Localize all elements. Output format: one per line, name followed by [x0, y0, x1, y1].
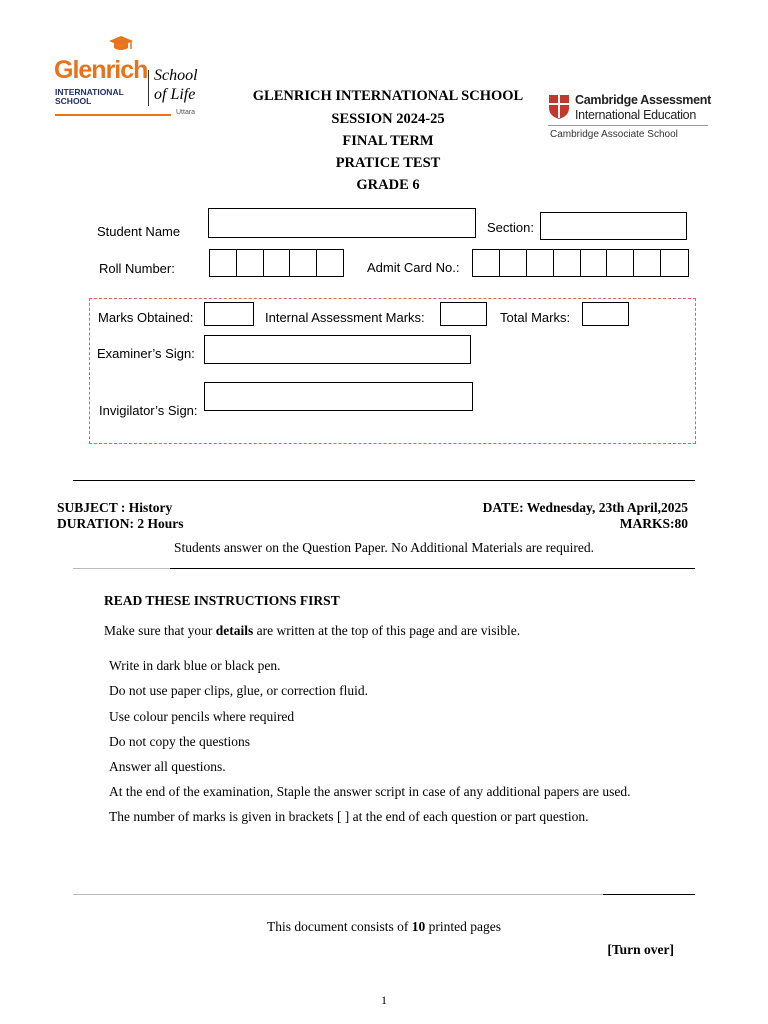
cambridge-line3: Cambridge Associate School [550, 129, 678, 140]
logo-sub2: SCHOOL [55, 96, 92, 106]
pages-text-before: This document consists of [267, 919, 412, 934]
exam-note: Students answer on the Question Paper. No Additional Materials are required. [174, 540, 594, 555]
page-number: 1 [381, 993, 387, 1007]
logo-underline [55, 114, 171, 116]
instruction-item: Do not copy the questions [109, 734, 250, 749]
cambridge-shield-icon [548, 94, 570, 125]
logo-tagline1: School [154, 67, 198, 84]
session: SESSION 2024-25 [331, 111, 445, 127]
instructions-intro [104, 623, 520, 639]
cambridge-logo [548, 92, 718, 148]
instruction-item: Write in dark blue or black pen. [109, 658, 281, 673]
exam-marks: MARKS:80 [619, 516, 688, 531]
marks-obtained-label: Marks Obtained: [98, 310, 194, 325]
divider-top [73, 480, 695, 481]
instruction-item: The number of marks is given in brackets [ ] at the end of each question or part question. [109, 809, 589, 824]
intro-text-before: Make sure that your [104, 623, 216, 638]
instruction-item: Answer all questions. [109, 759, 226, 774]
divider-note [73, 568, 695, 569]
divider-footer [73, 894, 695, 895]
pages-info [0, 919, 768, 935]
subject: SUBJECT : History [57, 500, 173, 515]
exam-date: DATE: Wednesday, 23th April,2025 [482, 500, 688, 515]
examiner-sign-field[interactable] [204, 335, 471, 364]
examiner-sign-label: Examiner’s Sign: [97, 346, 195, 361]
instruction-item: Use colour pencils where required [109, 709, 295, 724]
graduation-cap-icon [109, 36, 133, 54]
duration: DURATION: 2 Hours [57, 516, 184, 531]
invigilator-sign-label: Invigilator’s Sign: [99, 403, 198, 418]
instructions-heading: READ THESE INSTRUCTIONS FIRST [104, 593, 340, 608]
pages-count: 10 [411, 919, 426, 934]
logo-brand: Glenrich [54, 56, 148, 84]
student-name-field[interactable] [208, 208, 476, 238]
admit-card-field[interactable] [472, 249, 689, 277]
roll-number-label: Roll Number: [99, 261, 175, 276]
section-label: Section: [487, 220, 534, 235]
glenrich-logo [54, 36, 204, 122]
intro-text-bold: details [215, 623, 254, 638]
cambridge-line1: Cambridge Assessment [575, 93, 711, 107]
total-marks-field[interactable] [582, 302, 629, 326]
term: FINAL TERM [342, 133, 434, 149]
student-name-label: Student Name [97, 224, 181, 239]
school-name: GLENRICH INTERNATIONAL SCHOOL [252, 88, 524, 104]
section-field[interactable] [540, 212, 687, 240]
logo-sub1: INTERNATIONAL [55, 87, 124, 97]
pages-text-after: printed pages [425, 919, 501, 934]
grade: GRADE 6 [356, 177, 420, 193]
instruction-item: Do not use paper clips, glue, or correction fluid. [109, 683, 369, 698]
instruction-item: At the end of the examination, Staple the answer script in case of any additional papers are used. [109, 784, 631, 799]
logo-divider [148, 70, 149, 106]
turn-over: [Turn over] [607, 942, 674, 957]
logo-place: Uttara [176, 109, 196, 116]
intro-text-after: are written at the top of this page and are visible. [253, 623, 521, 638]
invigilator-sign-field[interactable] [204, 382, 473, 411]
test-title: PRATICE TEST [335, 155, 441, 171]
logo-tagline2: of Life [154, 86, 196, 103]
internal-assessment-field[interactable] [440, 302, 487, 326]
cambridge-line2: International Education [575, 108, 696, 122]
marks-obtained-field[interactable] [204, 302, 254, 326]
internal-assessment-label: Internal Assessment Marks: [265, 310, 425, 325]
admit-card-label: Admit Card No.: [367, 260, 460, 275]
roll-number-field[interactable] [209, 249, 344, 277]
cambridge-divider [548, 125, 708, 126]
total-marks-label: Total Marks: [500, 310, 571, 325]
